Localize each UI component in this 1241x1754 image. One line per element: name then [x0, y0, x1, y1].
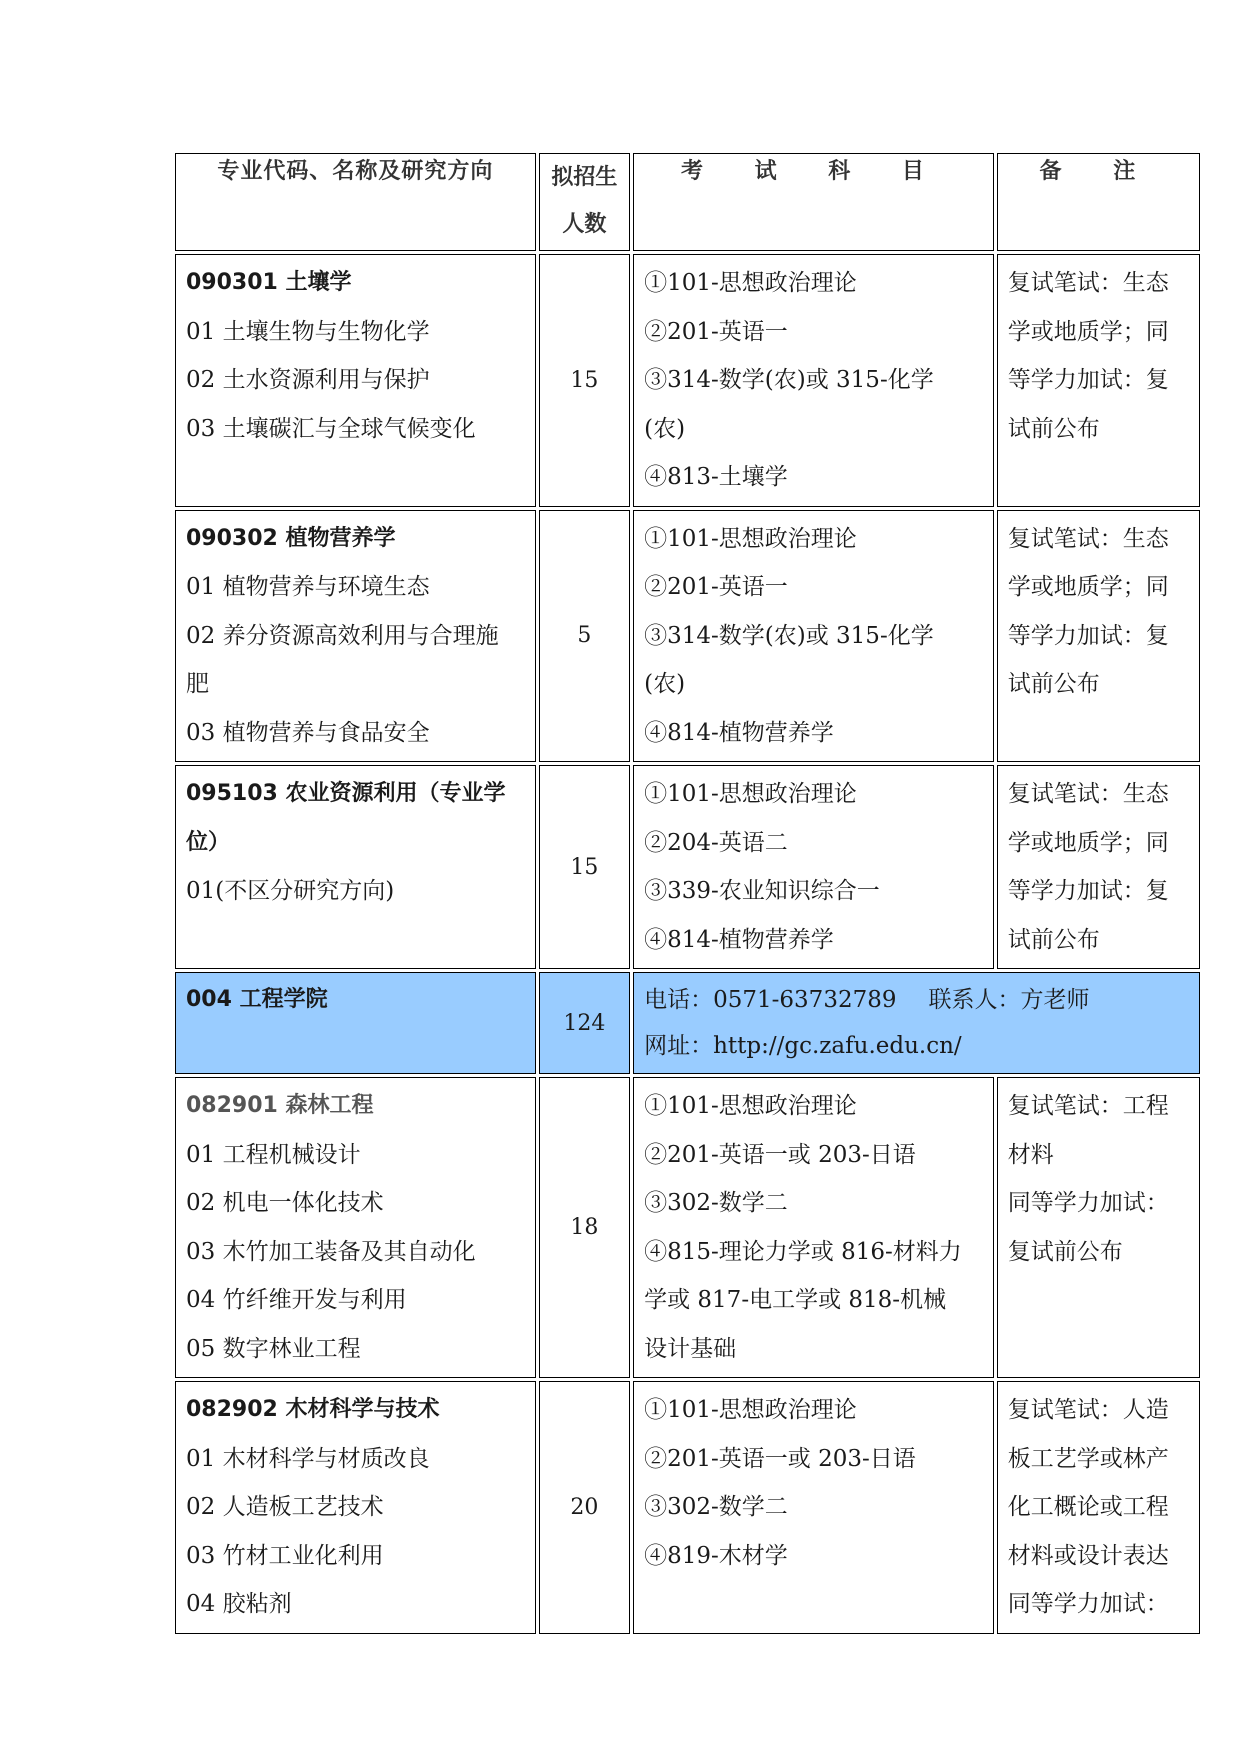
note-line: 复试笔试：工程	[1007, 1093, 1169, 1119]
major-cell	[175, 254, 536, 507]
college-contact-person: 联系人：方老师	[928, 987, 1090, 1013]
major-title-cont: 位）	[186, 829, 231, 855]
header-notes: 备 注	[997, 153, 1200, 251]
college-quota-cell: 124	[539, 972, 630, 1074]
college-name-cell	[175, 972, 536, 1074]
notes-cell	[997, 1381, 1200, 1634]
exam-item: ①101-思想政治理论	[644, 781, 857, 807]
college-row	[175, 972, 1200, 1074]
quota-cell: 15	[539, 254, 630, 507]
note-line: 板工艺学或林产	[1007, 1445, 1169, 1472]
catalog-page	[175, 150, 1206, 1637]
note-line: 试前公布	[1007, 671, 1100, 697]
note-line: 学或地质学；同	[1007, 574, 1169, 600]
note-line: 同等学力加试：	[1007, 1591, 1169, 1617]
direction-item: 01 工程机械设计	[186, 1141, 361, 1168]
table-row	[175, 1077, 1200, 1378]
note-line: 学或地质学；同	[1007, 318, 1169, 345]
direction-item: 04 胶粘剂	[186, 1591, 292, 1617]
exams-cell	[633, 1381, 994, 1634]
exam-item: (农)	[644, 671, 686, 697]
notes-cell	[997, 510, 1200, 763]
direction-item: 01 土壤生物与生物化学	[186, 318, 430, 345]
major-cell	[175, 510, 536, 763]
college-website[interactable]: 网址：http://gc.zafu.edu.cn/	[644, 1033, 962, 1059]
exam-item: ③314-数学(农)或 315-化学	[644, 367, 934, 393]
quota-cell: 20	[539, 1381, 630, 1634]
direction-item: 02 人造板工艺技术	[186, 1494, 384, 1520]
major-title: 082901 森林工程	[186, 1093, 374, 1118]
note-line: 化工概论或工程	[1007, 1494, 1169, 1520]
note-line: 材料或设计表达	[1007, 1542, 1169, 1569]
header-quota-line2: 人数	[562, 212, 607, 237]
exam-item: ①101-思想政治理论	[644, 1093, 857, 1119]
exam-item: ④819-木材学	[644, 1542, 788, 1569]
note-line: 复试笔试：人造	[1007, 1397, 1169, 1423]
exam-item: ④813-土壤学	[644, 464, 788, 490]
notes-cell	[997, 1077, 1200, 1378]
exam-item: ③302-数学二	[644, 1190, 788, 1216]
exam-item: 学或 817-电工学或 818-机械	[644, 1287, 947, 1313]
major-cell	[175, 1077, 536, 1378]
direction-item: 03 植物营养与食品安全	[186, 719, 430, 746]
note-line: 学或地质学；同	[1007, 829, 1169, 856]
direction-item: 04 竹纤维开发与利用	[186, 1287, 407, 1313]
note-line: 复试前公布	[1007, 1238, 1123, 1265]
header-quota	[539, 153, 630, 251]
note-line: 材料	[1007, 1141, 1054, 1168]
quota-cell: 18	[539, 1077, 630, 1378]
exam-item: (农)	[644, 415, 686, 442]
note-line: 等学力加试：复	[1007, 367, 1169, 393]
major-title: 095103 农业资源利用（专业学	[186, 781, 506, 806]
exam-item: 设计基础	[644, 1335, 737, 1362]
major-cell	[175, 1381, 536, 1634]
table-row	[175, 1381, 1200, 1634]
header-major: 专业代码、名称及研究方向	[175, 153, 536, 251]
table-row	[175, 765, 1200, 969]
exam-item: ①101-思想政治理论	[644, 1397, 857, 1423]
header-quota-line1: 拟招生	[551, 165, 618, 190]
exam-item: ③339-农业知识综合一	[644, 878, 880, 904]
note-line: 等学力加试：复	[1007, 878, 1169, 904]
exams-cell	[633, 765, 994, 969]
table-row	[175, 510, 1200, 763]
note-line: 试前公布	[1007, 415, 1100, 442]
exam-item: ②201-英语一	[644, 574, 788, 600]
table-row	[175, 254, 1200, 507]
direction-item: 肥	[186, 671, 209, 697]
exam-item: ②201-英语一或 203-日语	[644, 1445, 916, 1472]
college-contact-cell	[633, 972, 1200, 1074]
note-line: 同等学力加试：	[1007, 1190, 1169, 1216]
exam-item: ④815-理论力学或 816-材料力	[644, 1238, 962, 1265]
note-line: 等学力加试：复	[1007, 622, 1169, 649]
quota-cell: 15	[539, 765, 630, 969]
major-cell	[175, 765, 536, 969]
enrollment-table	[172, 150, 1203, 1637]
direction-item: 03 竹材工业化利用	[186, 1542, 384, 1569]
direction-item: 01 木材科学与材质改良	[186, 1445, 430, 1472]
note-line: 复试笔试：生态	[1007, 525, 1169, 552]
direction-item: 02 土水资源利用与保护	[186, 367, 430, 393]
exam-item: ②201-英语一	[644, 318, 788, 345]
college-contact-line	[644, 977, 1189, 1023]
notes-cell	[997, 765, 1200, 969]
exam-item: ④814-植物营养学	[644, 926, 834, 953]
note-line: 复试笔试：生态	[1007, 270, 1169, 296]
quota-cell: 5	[539, 510, 630, 763]
direction-item: 01(不区分研究方向)	[186, 878, 395, 904]
college-phone: 电话：0571-63732789	[644, 987, 897, 1013]
direction-item: 03 土壤碳汇与全球气候变化	[186, 415, 476, 442]
college-name: 004 工程学院	[186, 987, 328, 1012]
exam-item: ①101-思想政治理论	[644, 270, 857, 296]
direction-item: 02 养分资源高效利用与合理施	[186, 622, 499, 649]
major-title: 082902 木材科学与技术	[186, 1397, 440, 1422]
major-title: 090302 植物营养学	[186, 525, 396, 551]
exam-item: ③302-数学二	[644, 1494, 788, 1520]
exams-cell	[633, 1077, 994, 1378]
exam-item: ②204-英语二	[644, 829, 788, 856]
exam-item: ③314-数学(农)或 315-化学	[644, 622, 934, 649]
exam-item: ①101-思想政治理论	[644, 525, 857, 552]
note-line: 试前公布	[1007, 926, 1100, 953]
exams-cell	[633, 254, 994, 507]
direction-item: 05 数字林业工程	[186, 1335, 361, 1362]
header-exams: 考 试 科 目	[633, 153, 994, 251]
note-line: 复试笔试：生态	[1007, 781, 1169, 807]
notes-cell	[997, 254, 1200, 507]
exam-item: ④814-植物营养学	[644, 719, 834, 746]
exam-item: ②201-英语一或 203-日语	[644, 1141, 916, 1168]
direction-item: 01 植物营养与环境生态	[186, 574, 430, 600]
table-header-row	[175, 153, 1200, 251]
exams-cell	[633, 510, 994, 763]
major-title: 090301 土壤学	[186, 270, 352, 295]
direction-item: 03 木竹加工装备及其自动化	[186, 1238, 476, 1265]
direction-item: 02 机电一体化技术	[186, 1190, 384, 1216]
